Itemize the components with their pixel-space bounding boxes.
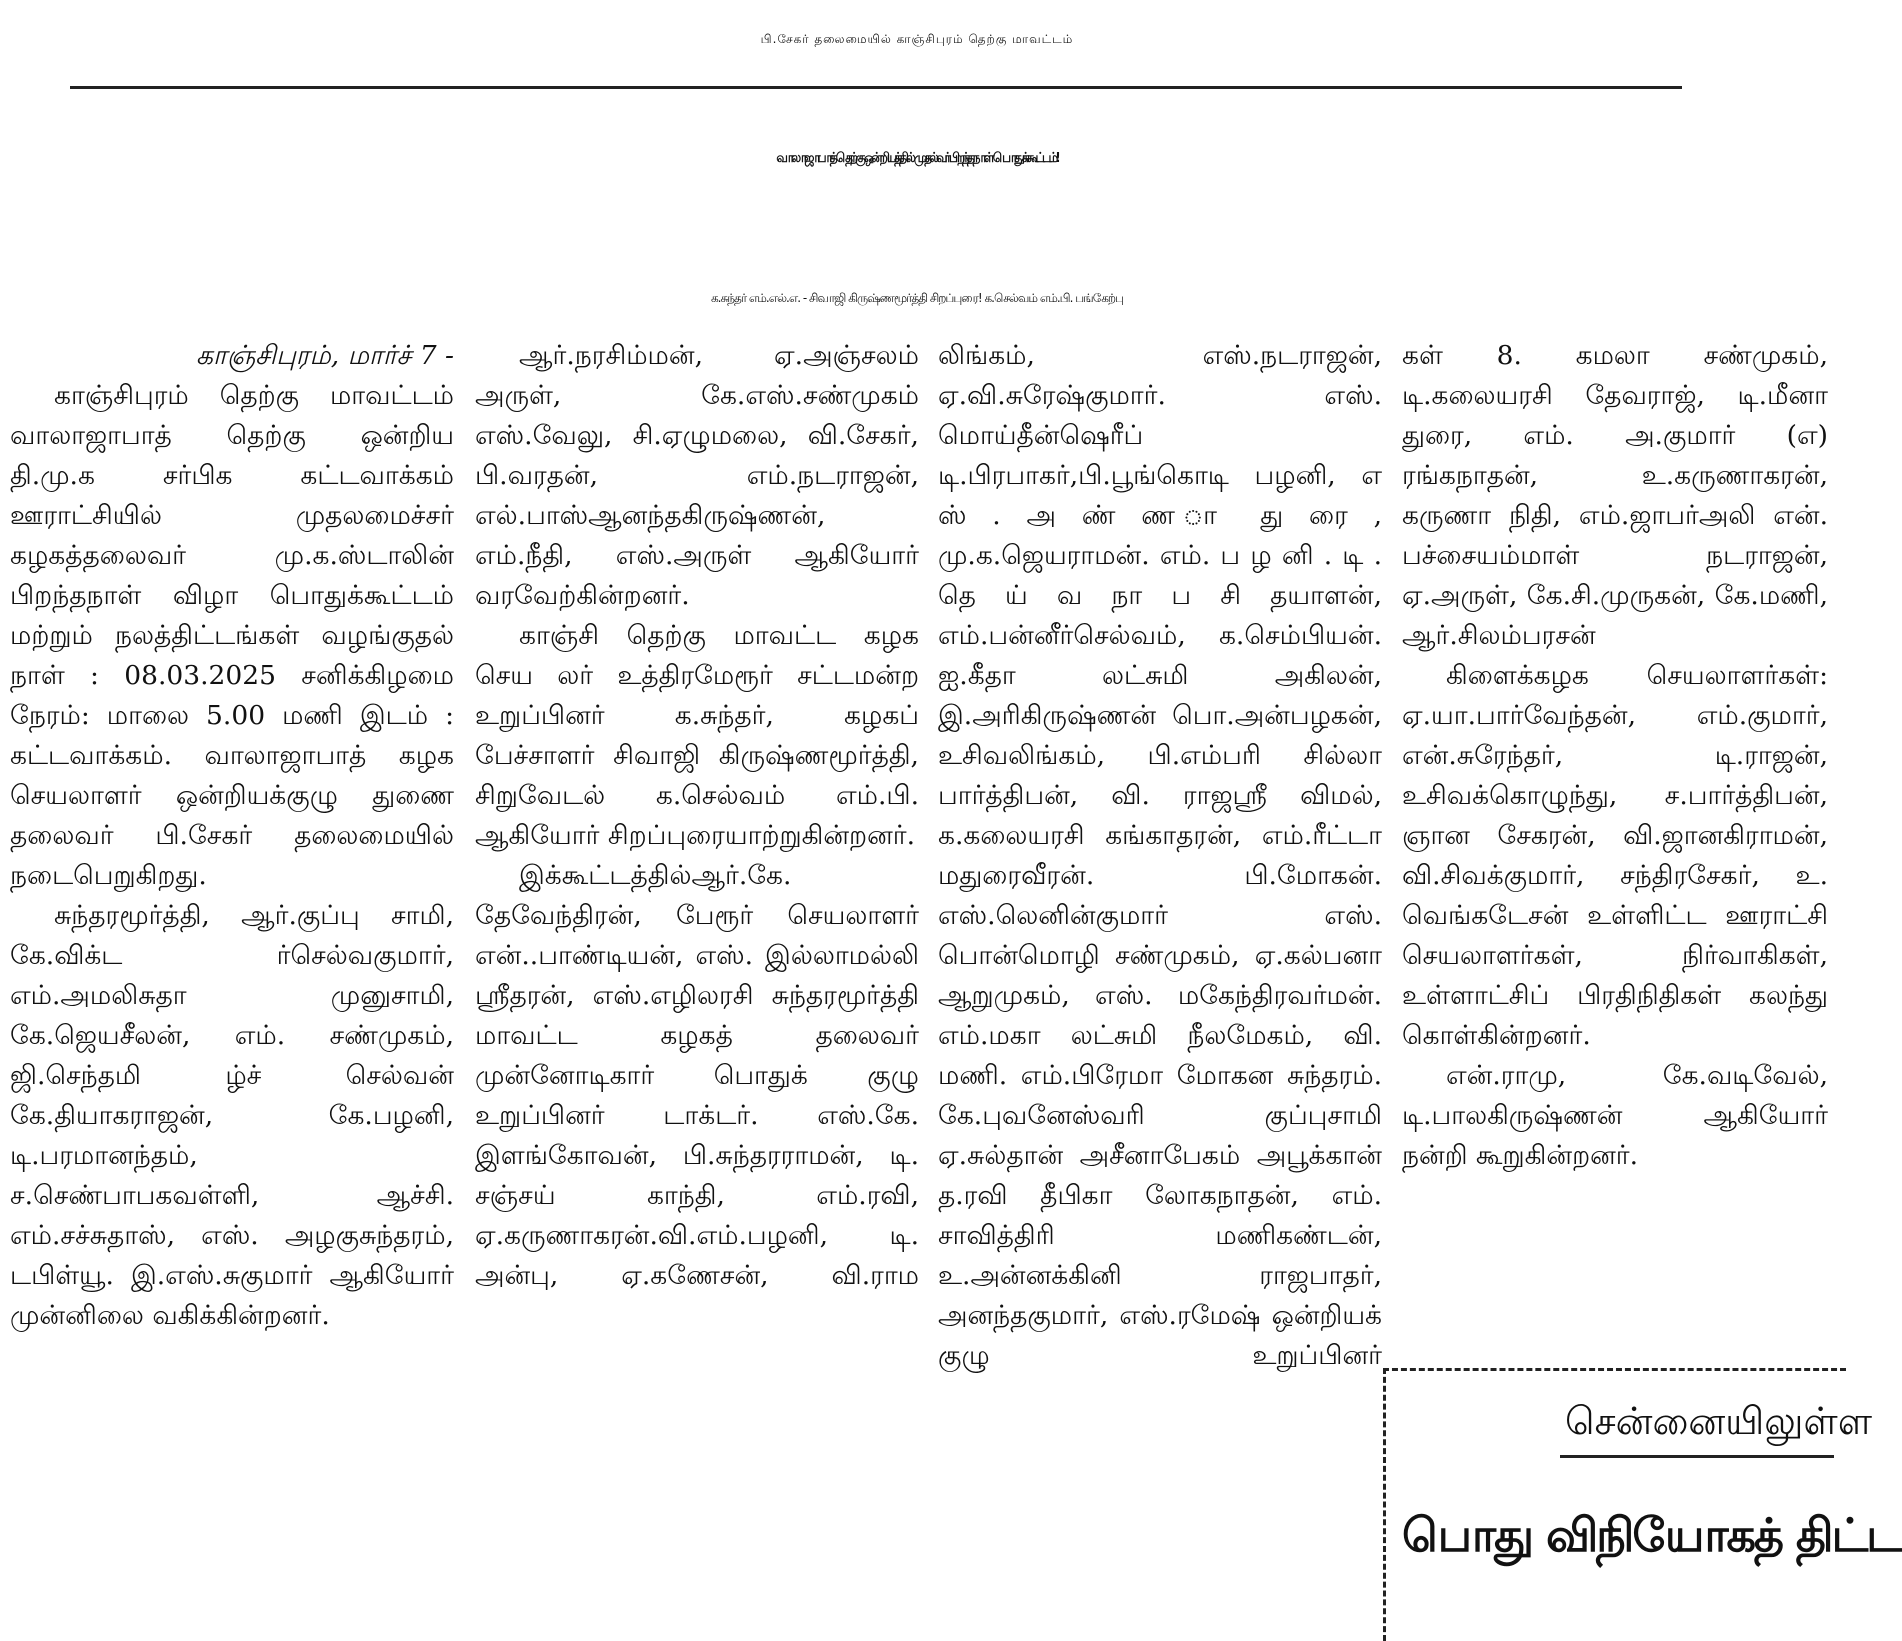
article-column-3 [938,336,1382,1376]
paragraph: கிளைக்கழக செயலாளர்கள்: ஏ.யா.பார்வேந்தன், எம்.குமார், என்.சுரேந்தர், டி.ராஜன், உசிவக்கொழுந்து, ச.பார்த்திபன், ஞான சேகரன், வி.ஜானகிராமன், வி.சிவக்குமார், சந்திரசேகர், உ. வெங்கடேசன் உள்ளிட்ட ஊராட்சி செயலாளர்கள், நிர்வாகிகள், உள்ளாட்சிப் பிரதிநிதிகள் கலந்து கொள்கின்றனர். [1402,660,1828,1051]
paragraph: லிங்கம், எஸ்.நடராஜன், ஏ.வி.சுரேஷ்குமார். எஸ். மொய்தீன்ஷெரீப் டி.பிரபாகர்,பி.பூங்கொடி பழனி, எ ஸ் . அ ண் ண ா து ரை , மு.க.ஜெயராமன். எம். ப ழ னி . டி . தெ ய் வ நா ப சி தயாளன், எம்.பன்னீர்செல்வம், க.செம்பியன். ஐ.கீதா லட்சுமி அகிலன், இ.அரிகிருஷ்ணன் பொ.அன்பழகன், உசிவலிங்கம், பி.எம்பரி சில்லா பார்த்திபன், வி. ராஜஸ்ரீ விமல், க.கலையரசி கங்காதரன், எம்.ரீட்டா மதுரைவீரன். பி.மோகன். எஸ்.லெனின்குமார் எஸ். பொன்மொழி சண்முகம், ஏ.கல்பனா ஆறுமுகம், எஸ். மகேந்திரவர்மன். எம்.மகா லட்சுமி நீலமேகம், வி. மணி. எம்.பிரேமா மோகன சுந்தரம். கே.புவனேஸ்வரி குப்புசாமி ஏ.சுல்தான் அசீனாபேகம் அபூக்கான் த.ரவி தீபிகா லோகநாதன், எம். சாவித்திரி மணிகண்டன், உ.அன்னக்கினி ராஜபாதர், அனந்தகுமார், எஸ்.ரமேஷ் ஒன்றியக் குழு உறுப்பினர் [938,340,1382,1371]
article-subhead: க.சுந்தர் எம்.எல்.எ. - சிவாஜி கிருஷ்ணமூர்த்தி சிறப்புரை! க.செல்வம் எம்.பி. பங்கேற்பு [710,291,1123,305]
article-column-1 [10,336,454,1336]
paragraph: காஞ்சிபுரம் தெற்கு மாவட்டம் வாலாஜாபாத் தெற்கு ஒன்றிய தி.மு.க சர்பிக கட்டவாக்கம் ஊராட்சியில் முதலமைச்சர் கழகத்தலைவர் மு.க.ஸ்டாலின் பிறந்தநாள் விழா பொதுக்கூட்டம் மற்றும் நலத்திட்டங்கள் வழங்குதல் நாள் : 08.03.2025 சனிக்கிழமை நேரம்: மாலை 5.00 மணி இடம் : கட்டவாக்கம். வாலாஜாபாத் கழக செயலாளர் ஒன்றியக்குழு துணை தலைவர் பி.சேகர் தலைமையில் நடைபெறுகிறது. [10,380,454,891]
adjacent-article-kicker: சென்னையிலுள்ள [1565,1399,1873,1443]
paragraph: இக்கூட்டத்தில்ஆர்.கே. தேவேந்திரன், பேரூர் செயலாளர் என்..பாண்டியன், எஸ். இல்லாமல்லி ஸ்ரீதரன், எஸ்.எழிலரசி சுந்தரமூர்த்தி மாவட்ட கழகத் தலைவர் முன்னோடிகார் பொதுக் குழு உறுப்பினர் டாக்டர். எஸ்.கே. இளங்கோவன், பி.சுந்தரராமன், டி. சஞ்சய் காந்தி, எம்.ரவி, ஏ.கருணாகரன்.வி.எம்.பழனி, டி. அன்பு, ஏ.கணேசன், வி.ராம [475,860,919,1291]
kicker-rule [70,86,1682,89]
paragraph: காஞ்சி தெற்கு மாவட்ட கழக செய லர் உத்திரமேரூர் சட்டமன்ற உறுப்பினர் க.சுந்தர், கழகப் பேச்சாளர் சிவாஜி கிருஷ்ணமூர்த்தி, சிறுவேடல் க.செல்வம் எம்.பி. ஆகியோர் சிறப்புரையாற்றுகின்றனர். [475,620,919,851]
paragraph: ஆர்.நரசிம்மன், ஏ.அஞ்சலம் அருள், கே.எஸ்.சண்முகம் எஸ்.வேலு, சி.ஏழுமலை, வி.சேகர், பி.வரதன், எம்.நடராஜன், எல்.பாஸ்ஆனந்தகிருஷ்ணன், எம்.நீதி, எஸ்.அருள் ஆகியோர் வரவேற்கின்றனர். [475,340,919,611]
dateline: காஞ்சிபுரம், மார்ச் 7 - [196,340,454,371]
paragraph: கள் 8. கமலா சண்முகம், டி.கலையரசி தேவராஜ், டி.மீனா துரை, எம். அ.குமார் (எ) ரங்கநாதன், உ.கருணாகரன், கருணா நிதி, எம்.ஜாபர்அலி என். பச்சையம்மாள் நடராஜன், ஏ.அருள், கே.சி.முருகன், கே.மணி, ஆர்.சிலம்பரசன் [1402,340,1828,651]
article-column-2 [475,336,919,1296]
article-column-4 [1402,336,1828,1176]
adjacent-article-headline: பொது விநியோகத் திட்ட [1402,1508,1901,1562]
article-kicker: பி.சேகர் தலைமையில் காஞ்சிபுரம் தெற்கு மாவட்டம் [760,32,1074,46]
paragraph: சுந்தரமூர்த்தி, ஆர்.குப்பு சாமி, கே.விக்ட ர்செல்வகுமார், எம்.அமலிசுதா முனுசாமி, கே.ஜெயசீலன், எம். சண்முகம், ஜி.செந்தமி ழ்ச் செல்வன் கே.தியாகராஜன், கே.பழனி, டி.பரமானந்தம், ச.செண்பாபகவள்ளி, ஆச்சி. எம்.சச்சுதாஸ், எஸ். அழகுசுந்தரம், டபிள்யூ. இ.எஸ்.சுகுமார் ஆகியோர் முன்னிலை வகிக்கின்றனர். [10,900,454,1331]
adjacent-article-rule [1560,1455,1834,1458]
article-headline: வாலாஜாபாத் தெற்கு ஒன்றியத்தில் முதல்வர் பிறந்த நாள் பொதுக்கூட்டம்! [776,149,1058,166]
paragraph: என்.ராமு, கே.வடிவேல், டி.பாலகிருஷ்ணன் ஆகியோர் நன்றி கூறுகின்றனர். [1402,1060,1828,1171]
